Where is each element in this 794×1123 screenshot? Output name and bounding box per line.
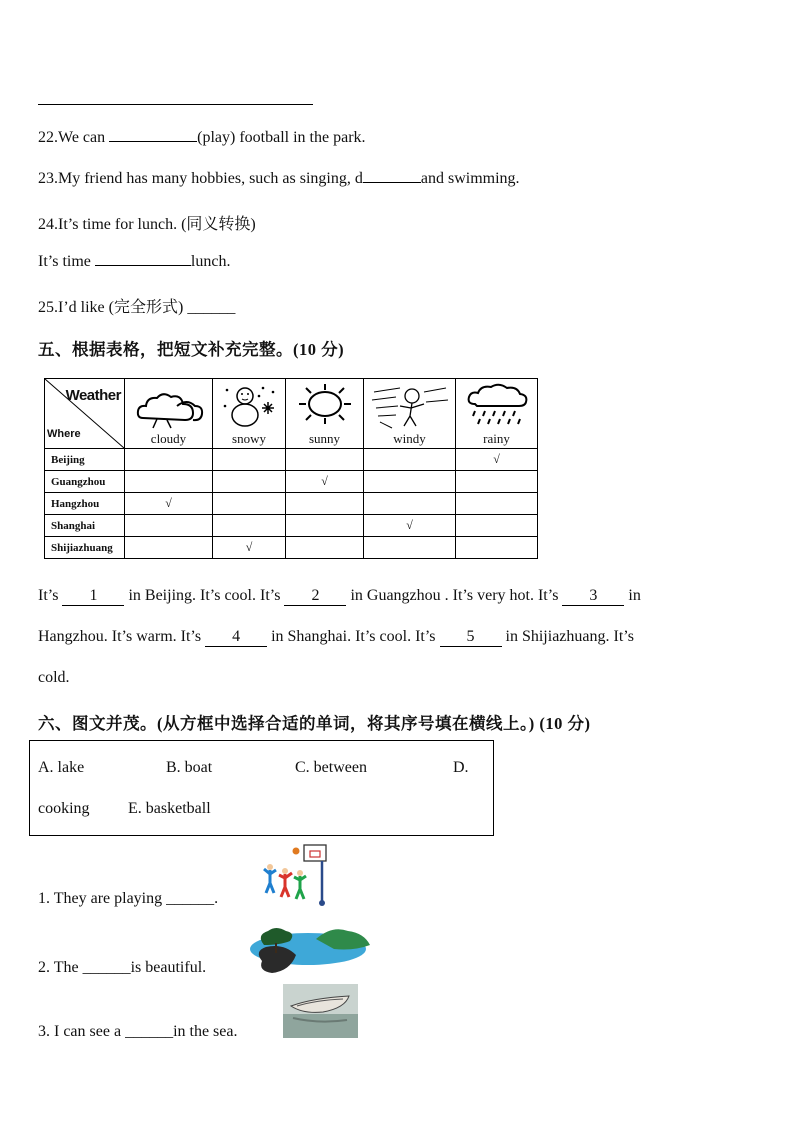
picture-question-1 <box>38 890 218 908</box>
question-24 <box>38 211 256 234</box>
kids-basketball-picture <box>260 843 332 909</box>
answer-blank[interactable] <box>95 265 191 266</box>
question-text: 2. The <box>38 959 83 976</box>
city-cell: Hangzhou <box>45 493 125 515</box>
weather-header-rainy <box>456 379 538 449</box>
passage-blank[interactable]: 5 <box>440 628 502 647</box>
question-text: lunch. <box>190 253 231 270</box>
check-cell: √ <box>125 493 213 515</box>
passage-blank[interactable]: 2 <box>284 587 346 606</box>
answer-blank[interactable]: ______ <box>187 299 236 316</box>
check-cell: √ <box>456 449 538 471</box>
passage-line-2 <box>38 628 634 647</box>
check-cell <box>364 449 456 471</box>
check-cell <box>213 449 286 471</box>
picture-question-3 <box>38 1023 237 1041</box>
check-cell: √ <box>364 515 456 537</box>
corner-where-label: Where <box>47 428 81 440</box>
weather-header-sunny <box>286 379 364 449</box>
check-cell: √ <box>286 471 364 493</box>
option-e: E. basketball <box>128 800 211 817</box>
weather-header-snowy <box>213 379 286 449</box>
question-text: It’s time for lunch. (同义转换) <box>58 216 256 233</box>
check-cell <box>286 493 364 515</box>
passage-text: in Shanghai. It’s cool. It’s <box>267 628 440 645</box>
passage-line-3: cold. <box>38 669 70 686</box>
section-6-heading: 六、图文并茂。(从方框中选择合适的单词，将其序号填在横线上。) (10 分) <box>38 714 591 733</box>
check-cell <box>125 537 213 559</box>
answer-line <box>38 104 313 105</box>
weather-header-windy <box>364 379 456 449</box>
picture-question-2 <box>38 959 206 977</box>
option-d: D. <box>453 759 469 776</box>
cloudy-icon <box>133 382 205 430</box>
option-d-word: cooking <box>38 800 90 817</box>
check-cell <box>364 471 456 493</box>
table-row <box>45 471 538 493</box>
question-text: 3. I can see a <box>38 1023 126 1040</box>
check-cell <box>286 515 364 537</box>
check-cell <box>364 537 456 559</box>
passage-blank[interactable]: 1 <box>62 587 124 606</box>
answer-blank[interactable] <box>363 182 421 183</box>
passage-blank[interactable]: 4 <box>205 628 267 647</box>
check-cell <box>286 537 364 559</box>
answer-blank[interactable] <box>109 141 197 142</box>
question-text: . <box>214 890 219 907</box>
check-cell <box>456 493 538 515</box>
question-22 <box>38 129 366 147</box>
question-number: 23. <box>38 170 58 187</box>
passage-text: in Beijing. It’s cool. It’s <box>124 587 285 604</box>
check-cell <box>125 515 213 537</box>
weather-table <box>44 378 538 559</box>
question-text: My friend has many hobbies, such as singing, d <box>58 170 363 187</box>
weather-name: windy <box>393 431 426 446</box>
word-option-box <box>29 740 494 836</box>
weather-name: snowy <box>232 431 266 446</box>
weather-header-cloudy <box>125 379 213 449</box>
question-text: (play) football in the park. <box>197 129 366 146</box>
check-cell <box>286 449 364 471</box>
answer-blank[interactable]: ______ <box>82 959 131 976</box>
table-row <box>45 537 538 559</box>
passage-text: in Guangzhou . It’s very hot. It’s <box>346 587 563 604</box>
passage-text: Hangzhou. It’s warm. It’s <box>38 628 206 645</box>
question-text: We can <box>58 129 110 146</box>
option-c: C. between <box>295 759 367 776</box>
table-row <box>45 449 538 471</box>
check-cell <box>213 515 286 537</box>
question-text: and swimming. <box>420 170 520 187</box>
windy-icon <box>370 382 450 432</box>
table-corner-cell <box>45 379 125 449</box>
check-cell <box>456 471 538 493</box>
weather-name: cloudy <box>150 431 187 446</box>
city-cell: Shijiazhuang <box>45 537 125 559</box>
question-text: in the sea. <box>173 1023 238 1040</box>
rain-cloud-icon <box>463 382 531 430</box>
weather-name: sunny <box>308 431 341 446</box>
question-24-answer <box>38 253 230 271</box>
question-number: 22. <box>38 129 58 146</box>
lake-picture <box>246 921 372 975</box>
question-text: I’d like (完全形式) <box>58 299 188 316</box>
table-row <box>45 493 538 515</box>
check-cell: √ <box>213 537 286 559</box>
question-23 <box>38 170 520 188</box>
table-row <box>45 515 538 537</box>
question-number: 25. <box>38 299 58 316</box>
check-cell <box>456 515 538 537</box>
check-cell <box>364 493 456 515</box>
answer-blank[interactable]: ______ <box>125 1023 174 1040</box>
question-number: 24. <box>38 216 58 233</box>
question-text: is beautiful. <box>130 959 207 976</box>
option-b: B. boat <box>166 759 213 776</box>
passage-text: in <box>624 587 641 604</box>
passage-line-1 <box>38 587 641 606</box>
question-25 <box>38 294 235 317</box>
check-cell <box>213 493 286 515</box>
city-cell: Shanghai <box>45 515 125 537</box>
question-text: It’s time <box>38 253 95 270</box>
check-cell <box>125 471 213 493</box>
boat-picture <box>283 984 358 1038</box>
weather-name: rainy <box>483 431 510 446</box>
check-cell <box>456 537 538 559</box>
passage-blank[interactable]: 3 <box>562 587 624 606</box>
city-cell: Beijing <box>45 449 125 471</box>
passage-text: It’s <box>38 587 63 604</box>
check-cell <box>125 449 213 471</box>
corner-weather-label: Weather <box>65 387 121 404</box>
option-a: A. lake <box>38 759 85 776</box>
question-text: 1. They are playing <box>38 890 167 907</box>
passage-text: in Shijiazhuang. It’s <box>501 628 634 645</box>
sun-icon <box>291 382 359 430</box>
section-5-heading: 五、根据表格，把短文补充完整。(10 分) <box>38 340 345 359</box>
city-cell: Guangzhou <box>45 471 125 493</box>
answer-blank[interactable]: ______ <box>166 890 215 907</box>
check-cell <box>213 471 286 493</box>
snowman-icon <box>219 382 279 430</box>
